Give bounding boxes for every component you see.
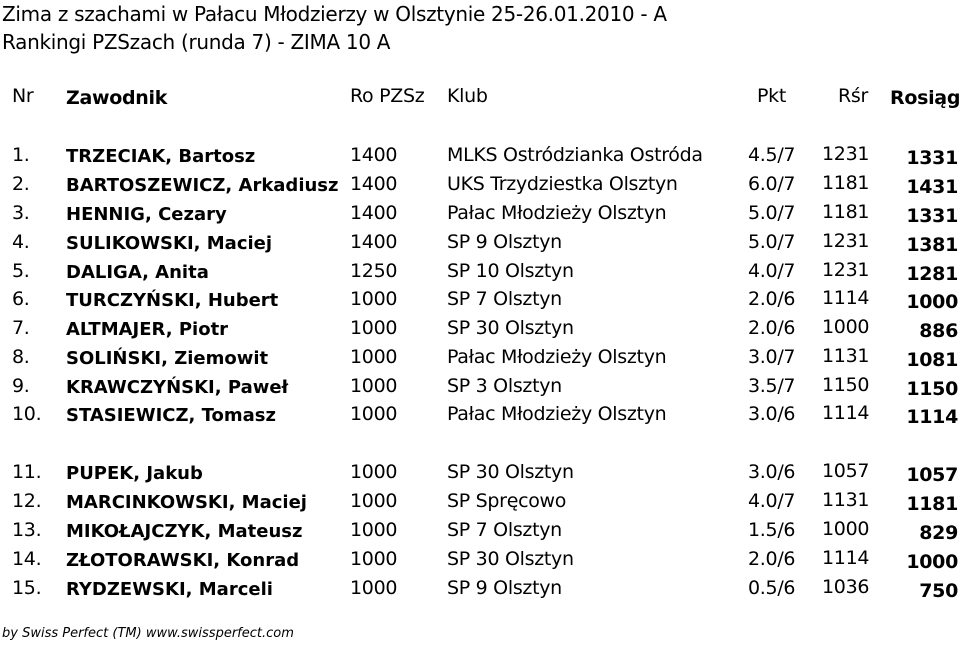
cell-rsr: 1181: [822, 172, 870, 194]
cell-name: MARCINKOWSKI, Maciej: [66, 492, 307, 513]
document-subtitle: Rankingi PZSzach (runda 7) - ZIMA 10 A: [2, 30, 391, 54]
cell-pkt: 0.5/6: [748, 577, 796, 599]
cell-ro-pzsz: 1000: [350, 375, 398, 397]
cell-klub: SP 30 Olsztyn: [447, 461, 574, 483]
cell-rosiag: 1381: [906, 234, 958, 256]
cell-ro-pzsz: 1400: [350, 202, 398, 224]
cell-rosiag: 829: [919, 522, 958, 544]
cell-ro-pzsz: 1400: [350, 144, 398, 166]
cell-nr: 2.: [12, 173, 30, 195]
cell-nr: 7.: [12, 317, 30, 339]
footer-credit: by Swiss Perfect (TM) www.swissperfect.com: [2, 626, 294, 641]
cell-pkt: 2.0/6: [748, 288, 796, 310]
header-klub: Klub: [447, 85, 488, 107]
cell-pkt: 5.0/7: [748, 202, 796, 224]
cell-rosiag: 1181: [906, 493, 958, 515]
cell-rsr: 1000: [822, 518, 870, 540]
cell-pkt: 2.0/6: [748, 317, 796, 339]
cell-klub: SP 7 Olsztyn: [447, 519, 562, 541]
cell-rosiag: 1000: [906, 551, 958, 573]
cell-rosiag: 1000: [906, 291, 958, 313]
cell-name: MIKOŁAJCZYK, Mateusz: [66, 521, 303, 542]
cell-klub: Pałac Młodzieży Olsztyn: [447, 346, 667, 368]
cell-klub: SP 9 Olsztyn: [447, 231, 562, 253]
cell-rsr: 1231: [822, 230, 870, 252]
cell-klub: UKS Trzydziestka Olsztyn: [447, 173, 678, 195]
cell-rsr: 1057: [822, 460, 870, 482]
cell-name: SOLIŃSKI, Ziemowit: [66, 348, 269, 369]
cell-rsr: 1150: [822, 374, 870, 396]
cell-rsr: 1114: [822, 287, 870, 309]
cell-ro-pzsz: 1000: [350, 577, 398, 599]
cell-rsr: 1181: [822, 201, 870, 223]
cell-name: STASIEWICZ, Tomasz: [66, 405, 276, 426]
cell-name: HENNIG, Cezary: [66, 204, 227, 225]
cell-rosiag: 1057: [906, 464, 958, 486]
header-rosiag: Rosiąg: [890, 87, 960, 109]
cell-nr: 1.: [12, 144, 30, 166]
cell-name: TURCZYŃSKI, Hubert: [66, 290, 279, 311]
cell-klub: Pałac Młodzieży Olsztyn: [447, 202, 667, 224]
cell-rsr: 1131: [822, 489, 870, 511]
header-pkt: Pkt: [757, 85, 787, 107]
header-zawodnik: Zawodnik: [66, 87, 168, 109]
cell-nr: 5.: [12, 260, 30, 282]
cell-pkt: 3.0/6: [748, 461, 796, 483]
cell-name: RYDZEWSKI, Marceli: [66, 579, 273, 600]
cell-rosiag: 1331: [906, 205, 958, 227]
cell-pkt: 5.0/7: [748, 231, 796, 253]
cell-rsr: 1131: [822, 345, 870, 367]
cell-pkt: 4.5/7: [748, 144, 796, 166]
cell-name: PUPEK, Jakub: [66, 463, 203, 484]
cell-nr: 9.: [12, 375, 30, 397]
cell-nr: 12.: [12, 490, 42, 512]
cell-nr: 15.: [12, 577, 42, 599]
cell-rosiag: 750: [919, 580, 958, 602]
cell-nr: 11.: [12, 461, 42, 483]
cell-klub: MLKS Ostródzianka Ostróda: [447, 144, 703, 166]
cell-ro-pzsz: 1000: [350, 317, 398, 339]
cell-ro-pzsz: 1000: [350, 346, 398, 368]
cell-rsr: 1114: [822, 402, 870, 424]
header-nr: Nr: [12, 85, 34, 107]
cell-ro-pzsz: 1400: [350, 231, 398, 253]
cell-ro-pzsz: 1000: [350, 461, 398, 483]
cell-rosiag: 886: [919, 320, 958, 342]
cell-rsr: 1000: [822, 316, 870, 338]
cell-rosiag: 1431: [906, 176, 958, 198]
cell-klub: Pałac Młodzieży Olsztyn: [447, 403, 667, 425]
cell-name: BARTOSZEWICZ, Arkadiusz: [66, 175, 339, 196]
cell-klub: SP 30 Olsztyn: [447, 317, 574, 339]
cell-name: SULIKOWSKI, Maciej: [66, 233, 273, 254]
cell-rsr: 1036: [822, 576, 870, 598]
cell-rsr: 1231: [822, 259, 870, 281]
cell-nr: 14.: [12, 548, 42, 570]
document-title: Zima z szachami w Pałacu Młodzierzy w Olsztynie 25-26.01.2010 - A: [2, 2, 667, 26]
cell-klub: SP 9 Olsztyn: [447, 577, 562, 599]
cell-rosiag: 1331: [906, 147, 958, 169]
cell-ro-pzsz: 1000: [350, 519, 398, 541]
cell-pkt: 1.5/6: [748, 519, 796, 541]
cell-klub: SP Spręcowo: [447, 490, 567, 512]
cell-nr: 13.: [12, 519, 42, 541]
cell-nr: 8.: [12, 346, 30, 368]
cell-name: TRZECIAK, Bartosz: [66, 146, 256, 167]
cell-nr: 3.: [12, 202, 30, 224]
cell-pkt: 6.0/7: [748, 173, 796, 195]
cell-ro-pzsz: 1400: [350, 173, 398, 195]
cell-klub: SP 30 Olsztyn: [447, 548, 574, 570]
cell-ro-pzsz: 1000: [350, 548, 398, 570]
cell-rsr: 1114: [822, 547, 870, 569]
cell-nr: 10.: [12, 403, 42, 425]
cell-pkt: 4.0/7: [748, 490, 796, 512]
cell-nr: 6.: [12, 288, 30, 310]
cell-klub: SP 10 Olsztyn: [447, 260, 574, 282]
cell-ro-pzsz: 1000: [350, 490, 398, 512]
cell-name: DALIGA, Anita: [66, 262, 209, 283]
cell-ro-pzsz: 1000: [350, 288, 398, 310]
cell-name: ALTMAJER, Piotr: [66, 319, 229, 340]
cell-rosiag: 1114: [906, 406, 958, 428]
cell-klub: SP 3 Olsztyn: [447, 375, 562, 397]
cell-ro-pzsz: 1250: [350, 260, 398, 282]
cell-name: KRAWCZYŃSKI, Paweł: [66, 377, 289, 398]
cell-rosiag: 1081: [906, 349, 958, 371]
cell-nr: 4.: [12, 231, 30, 253]
cell-pkt: 3.0/7: [748, 346, 796, 368]
cell-ro-pzsz: 1000: [350, 403, 398, 425]
cell-pkt: 3.5/7: [748, 375, 796, 397]
cell-rosiag: 1150: [906, 378, 958, 400]
cell-pkt: 3.0/6: [748, 403, 796, 425]
cell-klub: SP 7 Olsztyn: [447, 288, 562, 310]
cell-pkt: 4.0/7: [748, 260, 796, 282]
cell-rosiag: 1281: [906, 263, 958, 285]
cell-pkt: 2.0/6: [748, 548, 796, 570]
cell-rsr: 1231: [822, 143, 870, 165]
header-ro-pzsz: Ro PZSz: [350, 85, 425, 107]
header-rsr: Rśr: [838, 85, 869, 107]
cell-name: ZŁOTORAWSKI, Konrad: [66, 550, 300, 571]
